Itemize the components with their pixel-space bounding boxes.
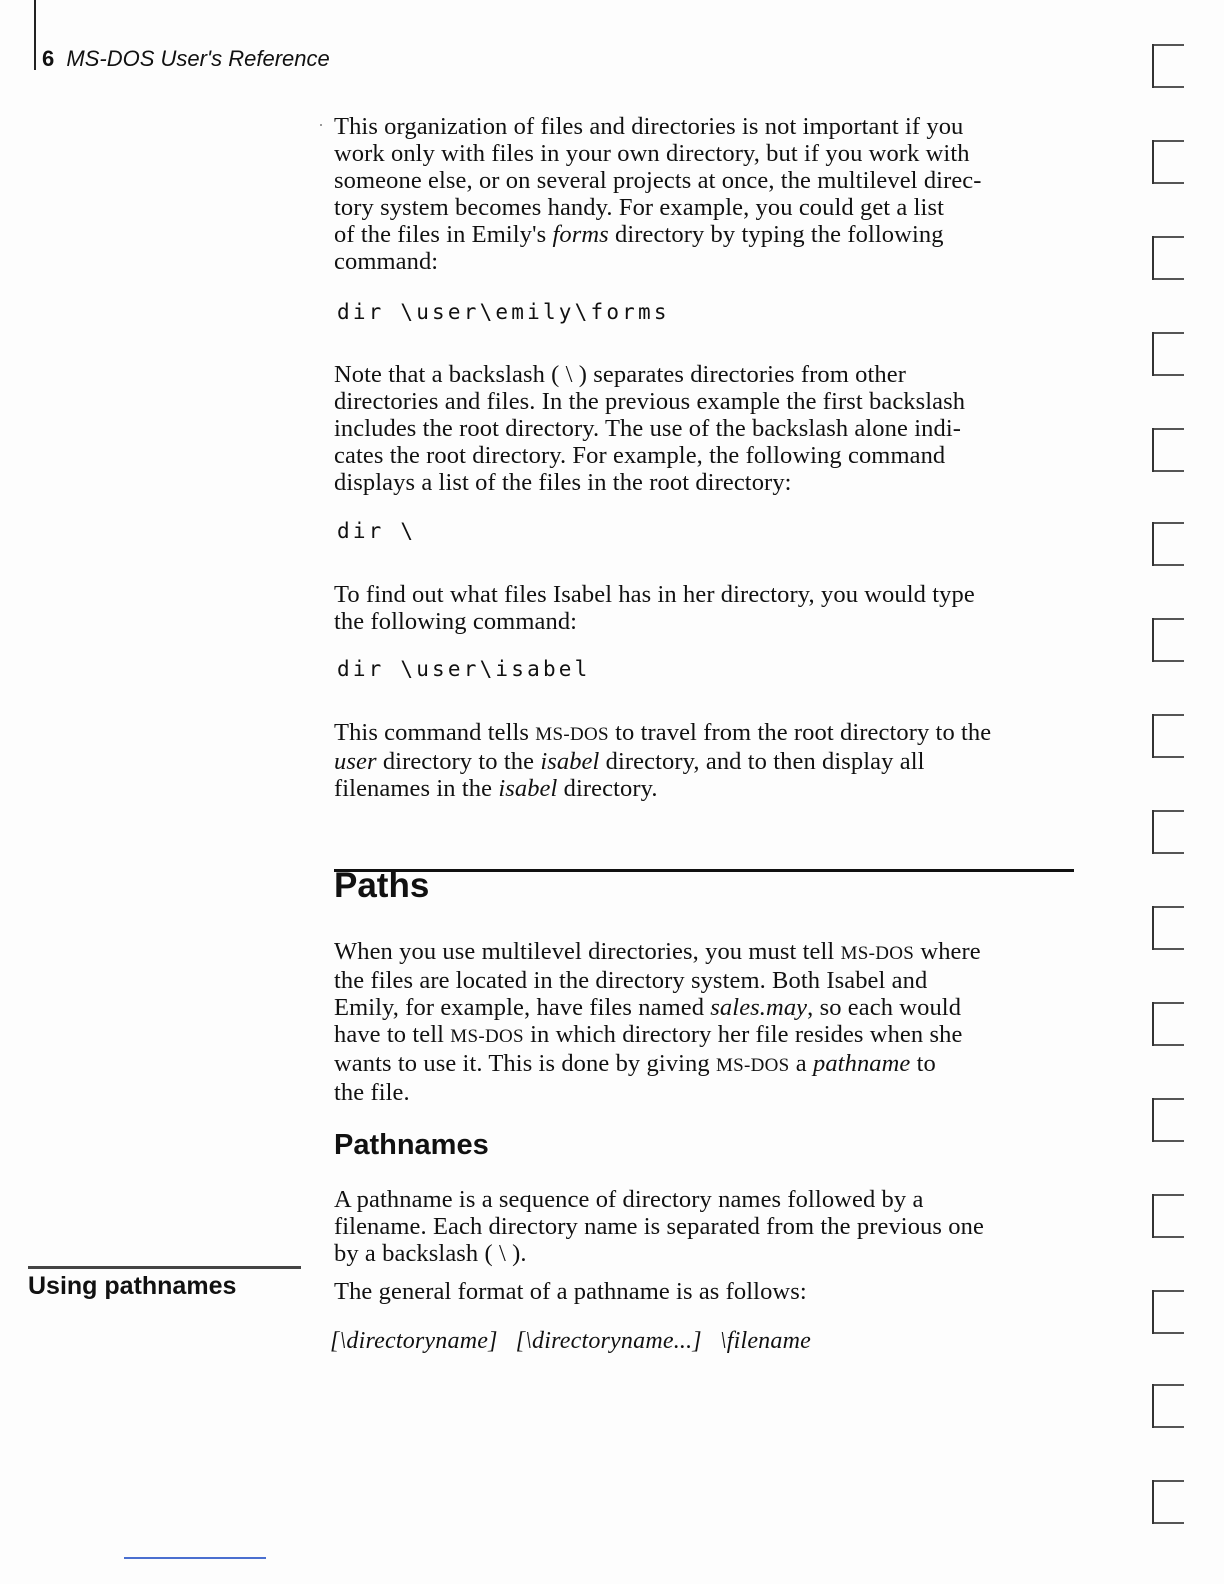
page-tab-mark [1152, 618, 1184, 662]
gutter-rule [34, 0, 36, 70]
bottom-underline [124, 1557, 266, 1559]
page-tab-mark [1152, 714, 1184, 758]
section-rule [334, 869, 1074, 872]
page-tab-mark [1152, 44, 1184, 88]
format-part-filename: \filename [719, 1328, 811, 1354]
page-tab-mark [1152, 810, 1184, 854]
page-tab-mark [1152, 1480, 1184, 1524]
margin-note-rule [28, 1266, 301, 1269]
scan-speck [320, 124, 322, 126]
page-tab-mark [1152, 236, 1184, 280]
margin-note-using-pathnames: Using pathnames [28, 1272, 237, 1300]
page-tab-mark [1152, 1194, 1184, 1238]
page-tab-mark [1152, 906, 1184, 950]
page-tab-mark [1152, 140, 1184, 184]
page-number: 6 [42, 46, 55, 71]
running-head [42, 46, 330, 72]
paragraph-format-intro: The general format of a pathname is as follows: [334, 1278, 807, 1305]
book-title: MS-DOS User's Reference [66, 46, 330, 71]
pathname-format [330, 1328, 811, 1355]
page-tab-mark [1152, 1290, 1184, 1334]
format-part-directories: [\directoryname...] [515, 1328, 702, 1354]
paragraph-organization: This organization of files and directories is not important if you work only with files in your own directory, but if you work with someone else, or on several projects at once, the multilevel direc- tory system becomes handy. For example, you could get a list of the files in Emily's forms directory by typing the following command: [334, 113, 982, 275]
subsection-heading-pathnames: Pathnames [334, 1129, 489, 1161]
code-example-emily: dir \user\emily\forms [337, 300, 670, 324]
format-part-directory: [\directoryname] [330, 1328, 498, 1354]
page-tab-mark [1152, 428, 1184, 472]
section-heading-paths: Paths [334, 866, 430, 905]
page-tab-mark [1152, 1384, 1184, 1428]
paragraph-travel: This command tells MS-DOS to travel from the root directory to the user directory to the isabel directory, and to then display all filenames in the isabel directory. [334, 719, 992, 802]
paragraph-pathname-definition: A pathname is a sequence of directory names followed by a filename. Each directory name is separated from the previous one by a backslash ( \ ). [334, 1186, 984, 1267]
paragraph-isabel: To find out what files Isabel has in her directory, you would type the following command: [334, 581, 975, 635]
paragraph-paths: When you use multilevel directories, you must tell MS-DOS where the files are located in the directory system. Both Isabel and Emily, for example, have files named sales.may, so each would have to tell MS-DOS in which directory her file resides when she wants to use it. This is done by giving MS-DOS a pathname to the file. [334, 938, 981, 1106]
code-example-isabel: dir \user\isabel [337, 657, 591, 681]
page-tab-mark [1152, 1002, 1184, 1046]
paragraph-backslash: Note that a backslash ( \ ) separates directories from other directories and files. In the previous example the first backslash includes the root directory. The use of the backslash alone indi- cates the root directory. For example, the following command displays a list of the files in the root directory: [334, 361, 966, 496]
page-tab-mark [1152, 1098, 1184, 1142]
page-tab-mark [1152, 332, 1184, 376]
code-example-root: dir \ [337, 519, 417, 543]
page-tab-mark [1152, 522, 1184, 566]
